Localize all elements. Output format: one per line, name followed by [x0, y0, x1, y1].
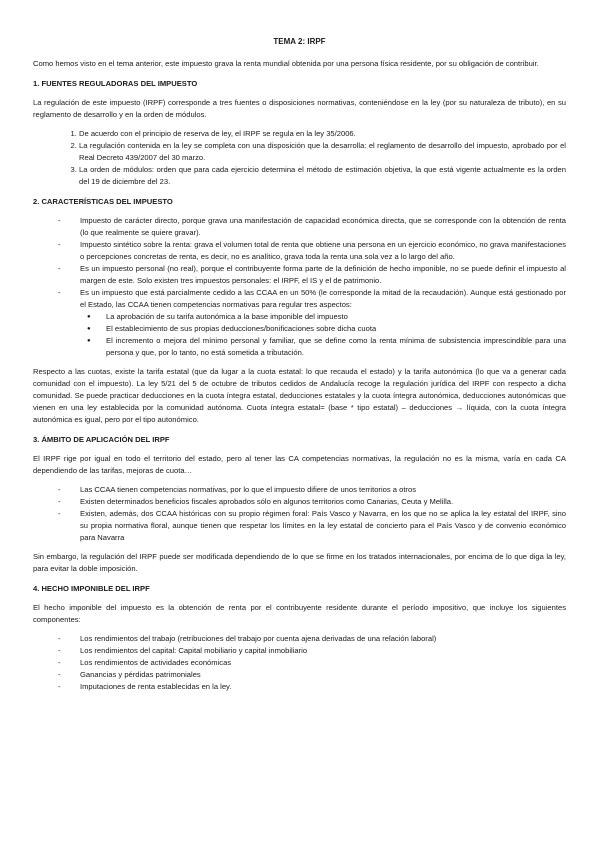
- section-2-heading: 2. CARACTERÍSTICAS DEL IMPUESTO: [33, 197, 173, 206]
- intro-paragraph: Como hemos visto en el tema anterior, este impuesto grava la renta mundial obtenida por una persona física residente, por su obligación de contribuir.: [33, 59, 539, 68]
- list-item: 1. De acuerdo con el principio de reserva de ley, el IRPF se regula en la ley 35/2006.: [79, 128, 566, 140]
- list-item: - Impuesto de carácter directo, porque grava una manifestación de capacidad económica directa, que se corresponde con la obtención de renta (lo que realmente se quiere gravar).: [80, 215, 566, 239]
- list-item: - Los rendimientos del capital: Capital mobiliario y capital inmobiliario: [80, 645, 566, 657]
- section-1-heading: 1. FUENTES REGULADORAS DEL IMPUESTO: [33, 79, 198, 88]
- page-title: TEMA 2: IRPF: [273, 37, 326, 46]
- list-item: - Impuesto sintético sobre la renta: grava el volumen total de renta que obtiene una persona en un ejercicio económico, no grava manifestaciones o percepciones concretas de renta, es decir, no es analítico, grava toda la renta una sola vez a lo largo del año.: [80, 239, 566, 263]
- section-3-list: [33, 484, 566, 544]
- list-item: - Es un impuesto personal (no real), porque el contribuyente forma parte de la definición de hecho imponible, no se puede definir el impuesto al margen de este. Solo existen tres impuestos personales: el IRPF, el IS y el de patrimonio.: [80, 263, 566, 287]
- section-4-heading: 4. HECHO IMPONIBLE DEL IRPF: [33, 584, 150, 593]
- list-item-text: Es un impuesto que está parcialmente cedido a las CCAA en un 50% (le corresponde la mitad de la recaudación). Aunque está gestionado por el Estado, las CCAA tienen competencias normativas para regular tres aspectos:: [80, 288, 566, 309]
- sublist-item: ● El establecimiento de sus propias deducciones/bonificaciones sobre dicha cuota: [106, 323, 566, 335]
- list-item: [80, 287, 566, 359]
- list-item: - Las CCAA tienen competencias normativas, por lo que el impuesto difiere de unos territorios a otros: [80, 484, 566, 496]
- list-item: - Ganancias y pérdidas patrimoniales: [80, 669, 566, 681]
- section-3-paragraph-1: El IRPF rige por igual en todo el territorio del estado, pero al tener las CA competencias normativas, la regulación no es la misma, varía en cada CA dependiendo de las tarifas, mejoras de cuota…: [33, 454, 566, 475]
- list-item: - Existen, además, dos CCAA históricas con su propio régimen foral: País Vasco y Navarra, en los que no se aplica la ley estatal del IRPF, sino su propia normativa floral, aunque tienen que respetar los límites en la ley estatal de concierto para el País Vasco y de convenio económico para Navarra: [80, 508, 566, 544]
- section-2-sublist: [80, 311, 566, 359]
- section-2-paragraph: Respecto a las cuotas, existe la tarifa estatal (que da lugar a la cuota estatal: lo que recauda el estado) y la tarifa autonómica (lo que va a generar cada comunidad con el impuesto). La ley 5/21 del 5 de octubre de tributos cedidos de Andalucía recoge la regulación jurídica del IRPF con respecto a dicha comunidad. Se puede practicar deducciones en la cuota íntegra estatal, deducciones estatales y la cuota íntegra autonómica, deducciones autonómicas que vienen en una ley establecida por la comunidad autónoma. Cuota íntegra estatal= (base * tipo estatal) – deducciones → líquida, con la cuota íntegra autonómica es igual, pero por el tipo autonómico.: [33, 367, 566, 424]
- section-4-list: [33, 633, 566, 693]
- list-item: - Los rendimientos de actividades económicas: [80, 657, 566, 669]
- list-item: - Los rendimientos del trabajo (retribuciones del trabajo por cuenta ajena derivadas de una relación laboral): [80, 633, 566, 645]
- section-4-paragraph: El hecho imponible del impuesto es la obtención de renta por el contribuyente residente durante el período impositivo, que incluye los siguientes componentes:: [33, 603, 566, 624]
- list-item: 2. La regulación contenida en la ley se completa con una disposición que la desarrolla: el reglamento de desarrollo del impuesto, aprobado por el Real Decreto 439/2007 del 30 marzo.: [79, 140, 566, 164]
- section-1-paragraph: La regulación de este impuesto (IRPF) corresponde a tres fuentes o disposiciones normativas, conteniéndose en la ley (por su naturaleza de tributo), en su reglamento de desarrollo y en la orden de módulos.: [33, 98, 566, 119]
- list-item: - Imputaciones de renta establecidas en la ley.: [80, 681, 566, 693]
- section-1-numbered-list: [33, 128, 566, 188]
- sublist-item: ● La aprobación de su tarifa autonómica a la base imponible del impuesto: [106, 311, 566, 323]
- section-3-heading: 3. ÁMBITO DE APLICACIÓN DEL IRPF: [33, 435, 170, 444]
- list-item: - Existen determinados beneficios fiscales aprobados sólo en algunos territorios como Canarias, Ceuta y Melilla.: [80, 496, 566, 508]
- section-3-paragraph-2: Sin embargo, la regulación del IRPF puede ser modificada dependiendo de lo que se firme en los tratados internacionales, por encima de lo que diga la ley, para evitar la doble imposición.: [33, 552, 566, 573]
- sublist-item: ● El incremento o mejora del mínimo personal y familiar, que se define como la renta mínima de subsistencia imprescindible para una persona y que, por lo tanto, no está sometida a tributación.: [106, 335, 566, 359]
- list-item: 3. La orden de módulos: orden que para cada ejercicio determina el método de estimación objetiva, la que está vigente actualmente es la orden del 19 de diciembre del 23.: [79, 164, 566, 188]
- section-2-list: [33, 215, 566, 359]
